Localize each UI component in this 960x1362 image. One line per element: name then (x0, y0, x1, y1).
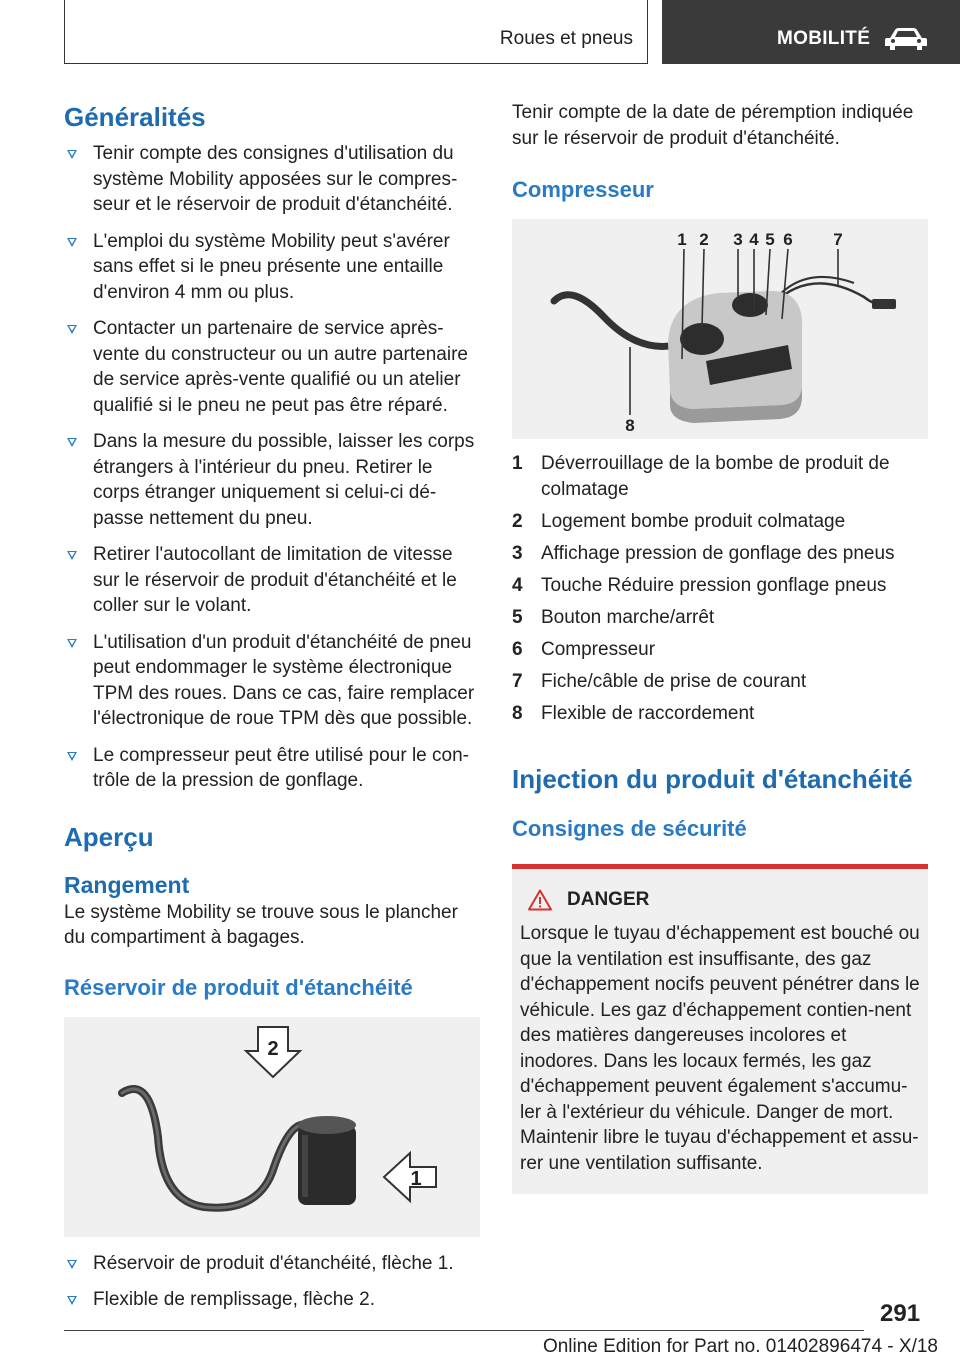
compressor-legend (512, 451, 928, 726)
triangle-bullet-icon (67, 1296, 77, 1305)
danger-header (520, 889, 920, 917)
list-item: L'emploi du système Mobility peut s'avérer sans effet si le pneu présente une entaille d'environ 4 mm ou plus. (64, 229, 480, 306)
heading-rangement: Rangement (64, 871, 190, 898)
triangle-bullet-icon (67, 150, 77, 159)
legend-item: 5 Bouton marche/arrêt (512, 606, 715, 628)
heading-generalites: Généralités (64, 102, 206, 132)
legend-item: 7 Fiche/câble de prise de courant (512, 670, 807, 692)
svg-text:7: 7 (833, 230, 843, 249)
svg-text:4: 4 (749, 230, 759, 249)
legend-item: 2 Logement bombe produit colmatage (512, 510, 846, 532)
header-section-title: Roues et pneus (499, 28, 633, 49)
svg-text:2: 2 (267, 1037, 279, 1060)
svg-text:8: 8 (625, 416, 635, 435)
heading-injection: Injection du produit d'étanchéité (512, 764, 913, 794)
heading-compresseur: Compresseur (512, 177, 654, 202)
triangle-bullet-icon (67, 1260, 77, 1269)
legend-item: 6 Compresseur (512, 638, 656, 660)
danger-box (512, 864, 928, 1194)
danger-title: DANGER (567, 889, 650, 910)
triangle-bullet-icon (67, 752, 77, 761)
list-item: Contacter un partenaire de service après-vente du constructeur ou un autre partenaire de service après-vente qualifié ou un atelier qualifié si le pneu ne peut pas être réparé. (64, 316, 480, 418)
expiry-text: Tenir compte de la date de péremption indiquée sur le réservoir de produit d'étanchéité. (512, 102, 914, 149)
list-item: Dans la mesure du possible, laisser les corps étrangers à l'intérieur du pneu. Retirer le corps étranger uniquement si celui-ci dé-passe nettement du pneu. (64, 429, 480, 531)
list-item: Retirer l'autocollant de limitation de vitesse sur le réservoir de produit d'étanchéité et le coller sur le volant. (64, 542, 480, 619)
left-column (64, 100, 480, 1313)
header-section-box (64, 0, 648, 64)
header-chapter-box (662, 0, 960, 64)
list-item: Le compresseur peut être utilisé pour le con-trôle de la pression de gonflage. (64, 743, 480, 794)
svg-text:6: 6 (783, 230, 793, 249)
page-number: 291 (880, 1300, 921, 1327)
right-column (512, 100, 928, 1194)
list-item: Flexible de remplissage, flèche 2. (64, 1287, 480, 1313)
triangle-bullet-icon (67, 438, 77, 447)
rangement-text: Le système Mobility se trouve sous le plancher du compartiment à bagages. (64, 901, 458, 948)
legend-item: 1 Déverrouillage de la bombe de produit de colmatage (512, 453, 890, 500)
legend-item: 8 Flexible de raccordement (512, 702, 755, 724)
generalites-list (64, 141, 480, 794)
compressor-figure (512, 219, 928, 439)
svg-text:2: 2 (699, 230, 709, 249)
danger-text: Lorsque le tuyau d'échappement est bouché ou que la ventilation est insuffisante, des gaz d'échappement nocifs peuvent pénétrer dans le véhicule. Les gaz d'échappement contien-nent des matières dangereuses incolores et inodores. Dans les locaux fermés, les gaz d'échappement peuvent également s'accumu-ler à l'extérieur du véhicule. Danger de mort. Maintenir libre le tuyau d'échappement et assu-rer une ventilation suffisante. (520, 923, 920, 1174)
footer-divider (64, 1330, 864, 1331)
reservoir-list (64, 1251, 480, 1313)
header-chapter-title: MOBILITÉ (777, 28, 871, 49)
legend-item: 4 Touche Réduire pression gonflage pneus (512, 574, 887, 596)
triangle-bullet-icon (67, 325, 77, 334)
list-item: Tenir compte des consignes d'utilisation du système Mobility apposées sur le compres-seur et le réservoir de produit d'étanchéité. (64, 141, 480, 218)
svg-text:3: 3 (733, 230, 743, 249)
heading-apercu: Aperçu (64, 821, 154, 852)
svg-text:1: 1 (410, 1167, 422, 1190)
list-item: L'utilisation d'un produit d'étanchéité de pneu peut endommager le système électronique TPM des roues. Dans ce cas, faire remplacer l'électronique de roue TPM dès que possible. (64, 630, 480, 732)
svg-text:1: 1 (677, 230, 687, 249)
legend-item: 3 Affichage pression de gonflage des pneus (512, 542, 895, 564)
list-item: Réservoir de produit d'étanchéité, flèche 1. (64, 1251, 480, 1277)
heading-consignes: Consignes de sécurité (512, 816, 747, 841)
triangle-bullet-icon (67, 639, 77, 648)
car-icon (884, 26, 928, 52)
footer-edition: Online Edition for Part no. 01402896474 - X/18 (542, 1336, 938, 1357)
triangle-bullet-icon (67, 551, 77, 560)
svg-text:5: 5 (765, 230, 775, 249)
compressor-illustration (512, 219, 928, 439)
triangle-bullet-icon (67, 238, 77, 247)
warning-triangle-icon (528, 889, 552, 911)
sealant-bottle-illustration (64, 1017, 480, 1237)
heading-reservoir: Réservoir de produit d'étanchéité (64, 974, 413, 1000)
sealant-bottle-figure (64, 1017, 480, 1237)
